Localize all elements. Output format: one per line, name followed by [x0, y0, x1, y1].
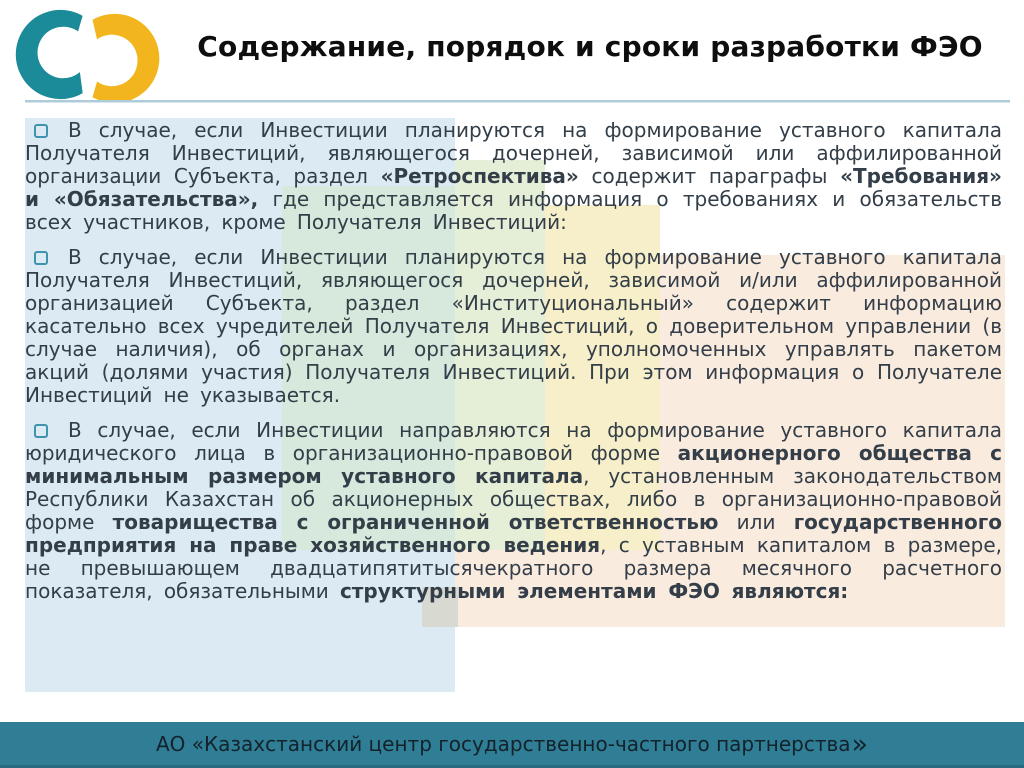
logo-teal-tip-overlay [60, 72, 82, 99]
bold-text-run: акционерного общества с минимальным размером уставного капитала [25, 441, 1002, 488]
logo-yellow-swirl [93, 14, 160, 103]
text-run: содержит параграфы [578, 164, 841, 188]
bold-text-run: товарищества с ограниченной ответственностью [112, 510, 719, 534]
text-run: В случае, если Инвестиции планируются на формирование уставного капитала Получателя Инвестиций, являющегося дочерней, зависимой или аффилированной организации Субъекта, раздел [25, 118, 1002, 188]
checkbox-bullet-icon [34, 124, 48, 138]
text-run: где представляется информация о требованиях и обязательств всех участников, кроме Получателя Инвестиций: [25, 187, 1002, 234]
bullet-paragraph [25, 419, 1002, 603]
text-run: или [718, 510, 794, 534]
text-run: , установленным законодательством Республики Казахстан об акционерных обществах, либо в организационно-правовой форме [25, 464, 1002, 534]
footer-text: АО «Казахстанский центр государственно-частного партнерства [155, 731, 851, 756]
text-run: , с уставным капиталом в размере, не превышающем двадцатипятитысячекратного размера месячного расчетного показателя, обязательными [25, 533, 1002, 603]
text-run: В случае, если Инвестиции планируются на формирование уставного капитала Получателя Инвестиций, являющегося дочерней, зависимой и/или аффилированной организацией Субъекта, раздел «Институциональный» содержит информацию касательно всех учредителей Получателя Инвестиций, о доверительном управлении (в случае наличия), об органах и организациях, уполномоченных управлять пакетом акций (долями участия) Получателя Инвестиций. При этом информация о Получателе Инвестиций не указывается. [25, 245, 1002, 407]
footer-bar [0, 722, 1024, 768]
bullet-paragraph [25, 246, 1002, 407]
text-run: В случае, если Инвестиции направляются на формирование уставного капитала юридического лица в организационно-правовой форме [25, 418, 1002, 465]
slide-title: Содержание, порядок и сроки разработки ФЭО [197, 30, 983, 63]
checkbox-bullet-icon [34, 251, 48, 265]
bullet-paragraph [25, 119, 1002, 234]
bold-text-run: государственного предприятия на праве хозяйственного ведения [25, 510, 1002, 557]
bold-text-run: структурными элементами ФЭО являются: [339, 579, 849, 603]
title-separator-line [25, 100, 1010, 103]
content-area [25, 119, 1002, 615]
checkbox-bullet-icon [34, 424, 48, 438]
footer-end-quote-mark: » [851, 729, 869, 760]
ppp-center-logo-icon [8, 2, 178, 106]
bold-text-run: «Требования» и «Обязательства», [25, 164, 1002, 211]
bold-text-run: «Ретроспектива» [380, 164, 579, 188]
